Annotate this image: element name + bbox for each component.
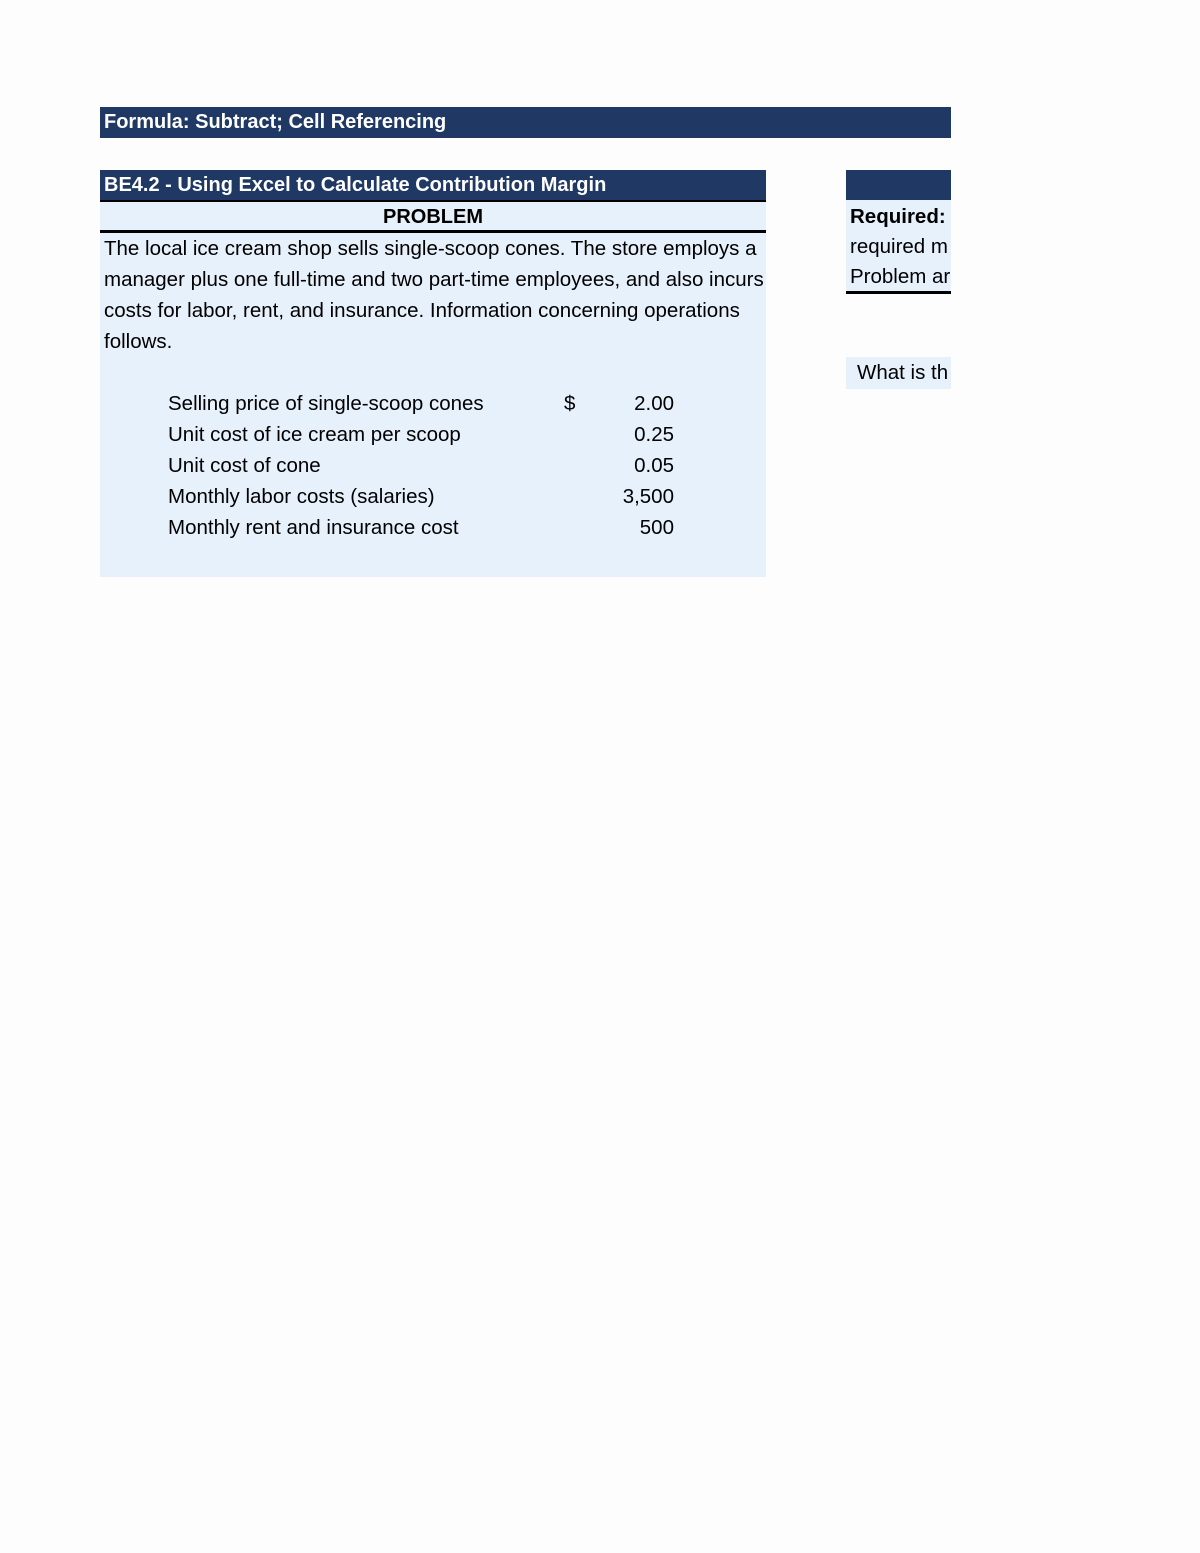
problem-data-table bbox=[168, 388, 674, 543]
problem-title-bar bbox=[100, 170, 766, 200]
problem-description: The local ice cream shop sells single-scoop cones. The store employs a manager plus one full-time and two part-time employees, and also incurs costs for labor, rent, and insurance. Information concerning operations follows. bbox=[104, 237, 764, 353]
row-currency bbox=[564, 450, 614, 481]
required-line: Problem ar bbox=[850, 265, 951, 288]
required-line: required m bbox=[850, 235, 948, 258]
row-currency: $ bbox=[564, 392, 576, 415]
required-panel bbox=[846, 200, 951, 294]
row-label: Unit cost of ice cream per scoop bbox=[168, 423, 461, 446]
table-row bbox=[168, 450, 674, 481]
problem-title: BE4.2 - Using Excel to Calculate Contribution Margin bbox=[104, 174, 607, 196]
table-row bbox=[168, 512, 674, 543]
table-row bbox=[168, 388, 674, 419]
problem-panel bbox=[100, 200, 766, 577]
row-value: 500 bbox=[639, 516, 674, 539]
row-value: 0.05 bbox=[634, 454, 674, 477]
row-currency bbox=[564, 419, 614, 450]
formula-label: Formula: Subtract; Cell Referencing bbox=[104, 111, 447, 133]
formula-header-bar bbox=[100, 107, 951, 138]
row-label: Selling price of single-scoop cones bbox=[168, 392, 484, 415]
row-label: Monthly rent and insurance cost bbox=[168, 516, 459, 539]
required-heading: Required: bbox=[850, 205, 946, 228]
question-cell[interactable] bbox=[846, 357, 951, 389]
row-value: 3,500 bbox=[622, 485, 674, 508]
problem-heading: PROBLEM bbox=[100, 200, 766, 233]
row-currency bbox=[564, 512, 614, 543]
row-value: 0.25 bbox=[634, 423, 674, 446]
row-value: 2.00 bbox=[634, 392, 674, 415]
question-text: What is th bbox=[857, 361, 949, 384]
table-row bbox=[168, 419, 674, 450]
row-label: Unit cost of cone bbox=[168, 454, 321, 477]
table-row bbox=[168, 481, 674, 512]
required-title-bar bbox=[846, 170, 951, 200]
row-label: Monthly labor costs (salaries) bbox=[168, 485, 435, 508]
row-currency bbox=[564, 481, 614, 512]
